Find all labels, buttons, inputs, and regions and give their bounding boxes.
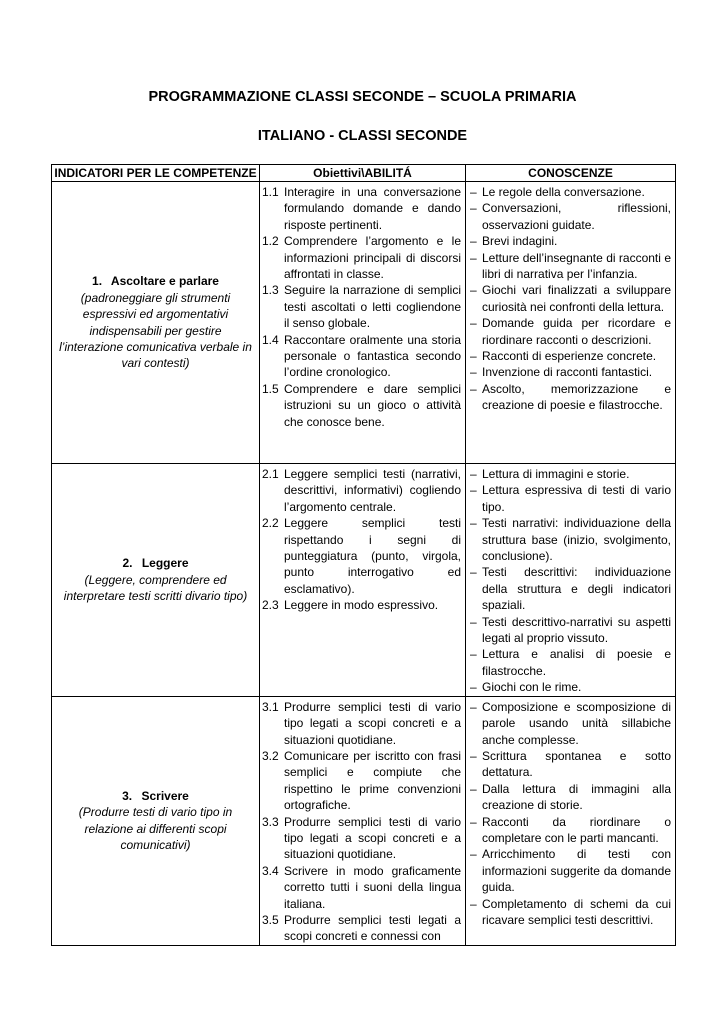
objectives-cell: [260, 696, 466, 945]
objective-number: 1.1: [262, 185, 279, 199]
indicator-title: Leggere: [141, 556, 189, 571]
document-title: PROGRAMMAZIONE CLASSI SECONDE – SCUOLA PRIMARIA: [148, 89, 577, 105]
column-header-knowledge: CONOSCENZE: [466, 165, 676, 182]
objective-text: Comprendere l’argomento e le informazioni principali di discorsi affrontati in classe.: [284, 234, 461, 282]
objectives-cell: [260, 182, 466, 464]
objective-number: 2.1: [262, 467, 279, 481]
objective-number: 3.2: [262, 748, 279, 763]
knowledge-item: – Testi narrativi: individuazione della struttura base (inizio, svolgimento, conclusione).: [466, 515, 671, 564]
table-row: [52, 696, 676, 945]
indicator-cell: [52, 696, 260, 945]
objective-text: Produrre semplici testi legati a scopi concreti e connessi con: [284, 912, 461, 944]
objective-number: 3.3: [262, 814, 279, 829]
indicator-title: Scrivere: [141, 788, 189, 803]
knowledge-item: – Invenzione di racconti fantastici.: [466, 364, 671, 380]
objective-item: [260, 748, 461, 814]
indicator-heading: [58, 788, 253, 804]
programming-table: [51, 164, 676, 946]
objective-item: [260, 597, 461, 613]
knowledge-cell: [466, 182, 676, 464]
knowledge-item: – Letture dell’insegnante di racconti e libri di narrativa per l’infanzia.: [466, 250, 671, 283]
objective-number: 1.5: [262, 381, 279, 396]
objective-number: 3.1: [262, 699, 279, 714]
knowledge-item: – Giochi con le rime.: [466, 679, 671, 695]
objective-text: Raccontare oralmente una storia personale o fantastica secondo l’ordine cronologico.: [284, 332, 461, 380]
objective-text: Produrre semplici testi di vario tipo legati a scopi concreti e a situazioni quotidiane.: [284, 699, 461, 747]
knowledge-cell: [466, 464, 676, 697]
objective-item: [260, 466, 461, 515]
objective-number: 2.2: [262, 516, 279, 531]
table-row: [52, 464, 676, 697]
objective-item: [260, 863, 461, 912]
objective-text: Scrivere in modo graficamente corretto tutti i suoni della lingua italiana.: [284, 863, 461, 911]
knowledge-item: – Composizione e scomposizione di parole usando unità sillabiche anche complesse.: [466, 699, 671, 748]
knowledge-item: – Lettura di immagini e storie.: [466, 466, 671, 482]
objective-text: Leggere semplici testi (narrativi, descrittivi, informativi) cogliendo l’argomento centrale.: [284, 467, 461, 514]
objective-text: Produrre semplici testi di vario tipo legati a scopi concreti e a situazioni quotidiane.: [284, 814, 461, 862]
indicator-number: 3.: [122, 788, 133, 803]
knowledge-item: – Arricchimento di testi con informazioni suggerite da domande guida.: [466, 846, 671, 895]
objectives-list: [260, 464, 465, 614]
knowledge-list: [466, 182, 675, 414]
knowledge-item: – Racconti di esperienze concrete.: [466, 348, 671, 364]
column-header-objectives: Obiettivi\ABILITÁ: [260, 165, 466, 182]
knowledge-item: – Giochi vari finalizzati a sviluppare curiosità nei confronti della lettura.: [466, 282, 671, 315]
table-row: [52, 182, 676, 464]
indicator-description: (Leggere, comprendere ed interpretare testi scritti divario tipo): [63, 572, 248, 604]
indicator-number: 2.: [122, 556, 133, 571]
objective-text: Leggere in modo espressivo.: [284, 598, 439, 613]
knowledge-item: – Testi descrittivo-narrativi su aspetti legati al proprio vissuto.: [466, 614, 671, 647]
objective-text: Comprendere e dare semplici istruzioni su un gioco o attività che conosce bene.: [284, 381, 461, 429]
knowledge-item: – Brevi indagini.: [466, 233, 671, 249]
objective-number: 1.2: [262, 234, 279, 249]
document-subtitle: ITALIANO - CLASSI SECONDE: [257, 128, 468, 144]
knowledge-cell: [466, 696, 676, 945]
objective-number: 1.4: [262, 332, 279, 347]
knowledge-item: – Testi descrittivi: individuazione della struttura e degli indicatori spaziali.: [466, 564, 671, 613]
indicator-heading: [58, 273, 253, 289]
indicator-number: 1.: [92, 274, 103, 289]
indicator-description: (padroneggiare gli strumenti espressivi ed argomentativi indispensabili per gestire l’interazione comunicativa verbale in vari contesti): [59, 290, 252, 371]
objective-item: [260, 515, 461, 597]
indicator-cell: [52, 182, 260, 464]
knowledge-item: – Lettura e analisi di poesie e filastrocche.: [466, 646, 671, 679]
knowledge-list: [466, 697, 675, 929]
objective-number: 3.4: [262, 863, 279, 878]
objective-item: [260, 381, 461, 430]
objective-item: [260, 282, 461, 331]
knowledge-item: – Completamento di schemi da cui ricavare semplici testi descrittivi.: [466, 896, 671, 929]
objective-number: 3.5: [262, 912, 279, 927]
knowledge-item: – Le regole della conversazione.: [466, 184, 671, 200]
objectives-list: [260, 182, 465, 430]
objective-number: 2.3: [262, 598, 279, 613]
objective-item: [260, 699, 461, 748]
objective-text: Comunicare per iscritto con frasi semplici e compiute che rispettino le prime convenzioni ortografiche.: [284, 748, 461, 813]
objective-item: [260, 814, 461, 863]
column-header-indicators: INDICATORI PER LE COMPETENZE: [52, 165, 260, 182]
objective-text: Interagire in una conversazione formulando domande e dando risposte pertinenti.: [284, 185, 461, 232]
objectives-list: [260, 697, 465, 945]
objective-text: Leggere semplici testi rispettando i segni di punteggiatura (punto, virgola, punto interrogativo ed esclamativo).: [284, 516, 461, 596]
objective-item: [260, 233, 461, 282]
knowledge-item: – Ascolto, memorizzazione e creazione di poesie e filastrocche.: [466, 381, 671, 414]
objective-item: [260, 332, 461, 381]
knowledge-item: – Dalla lettura di immagini alla creazione di storie.: [466, 781, 671, 814]
knowledge-item: – Lettura espressiva di testi di vario tipo.: [466, 482, 671, 515]
knowledge-list: [466, 464, 675, 696]
knowledge-item: – Scrittura spontanea e sotto dettatura.: [466, 748, 671, 781]
knowledge-item: – Racconti da riordinare o completare con le parti mancanti.: [466, 814, 671, 847]
knowledge-item: – Conversazioni, riflessioni, osservazioni guidate.: [466, 200, 671, 233]
objective-number: 1.3: [262, 283, 279, 298]
indicator-title: Ascoltare e parlare: [110, 274, 219, 289]
objective-item: [260, 184, 461, 233]
indicator-heading: [58, 555, 253, 571]
objectives-cell: [260, 464, 466, 697]
knowledge-item: – Domande guida per ricordare e riordinare racconti o descrizioni.: [466, 315, 671, 348]
indicator-cell: [52, 464, 260, 697]
table-header-row: [52, 165, 676, 182]
objective-text: Seguire la narrazione di semplici testi ascoltati o letti cogliendone il senso globale.: [284, 283, 461, 331]
indicator-description: (Produrre testi di vario tipo in relazione ai differenti scopi comunicativi): [78, 805, 233, 853]
objective-item: [260, 912, 461, 945]
